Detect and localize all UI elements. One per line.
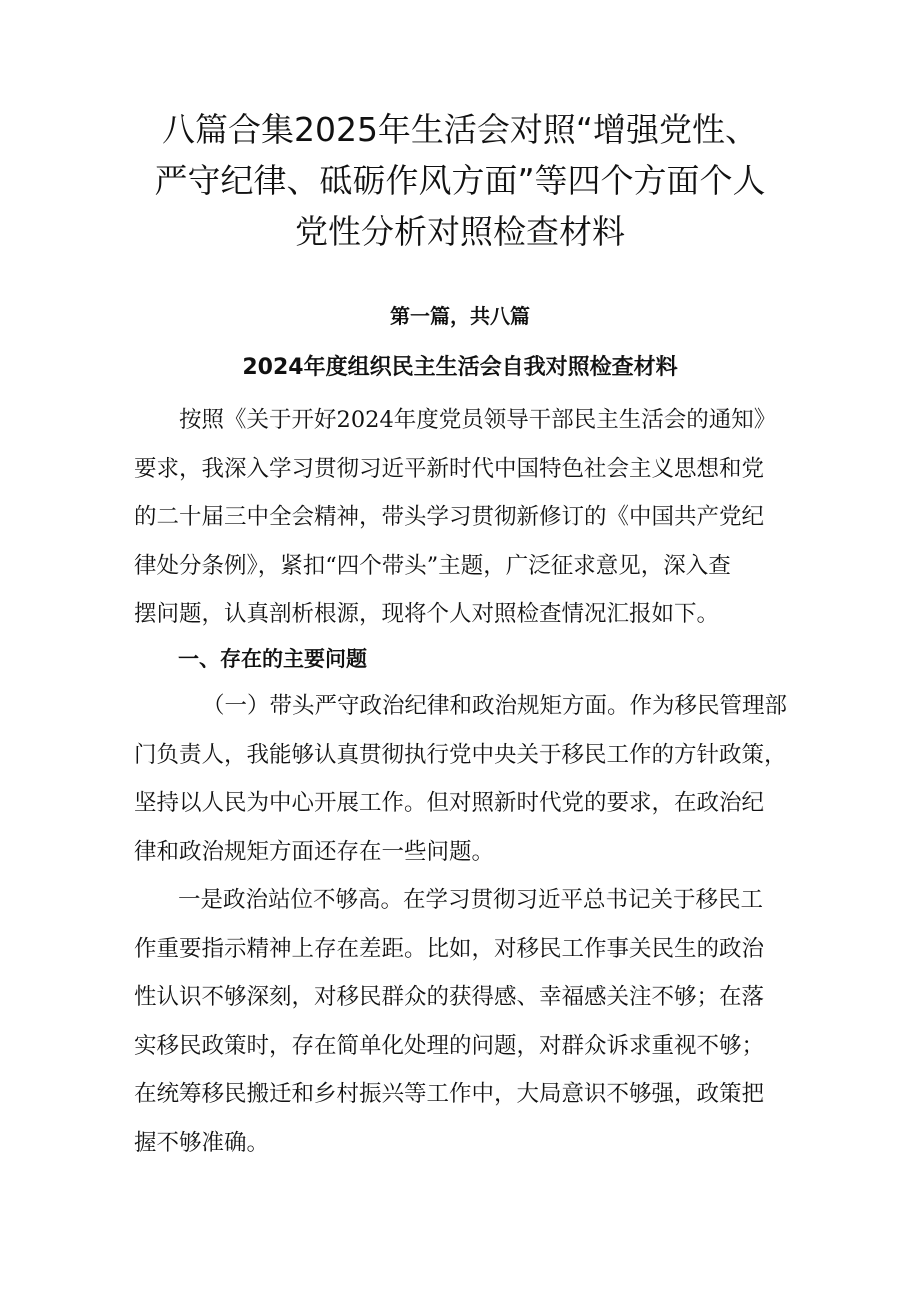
para1-line-2: 门负责人，我能够认真贯彻执行党中央关于移民工作的方针政策，	[134, 741, 787, 768]
intro-paragraph	[134, 396, 794, 639]
para1-line-4: 律和政治规矩方面还存在一些问题。	[134, 838, 495, 865]
title-line-3: 党性分析对照检查材料	[295, 212, 625, 251]
document-title	[130, 104, 790, 257]
title-line-2: 严守纪律、砥砺作风方面”等四个方面个人	[154, 161, 766, 200]
para1-line-3: 坚持以人民为中心开展工作。但对照新时代党的要求，在政治纪	[134, 790, 765, 816]
intro-line-5: 摆问题，认真剖析根源，现将个人对照检查情况汇报如下。	[134, 601, 720, 627]
intro-line-2: 要求，我深入学习贯彻习近平新时代中国特色社会主义思想和党	[134, 455, 765, 482]
para2-line-4: 实移民政策时，存在简单化处理的问题，对群众诉求重视不够；	[134, 1032, 765, 1059]
paragraph-1	[134, 682, 794, 876]
paragraph-2	[134, 876, 794, 1167]
section-heading: 一、存在的主要问题	[178, 647, 367, 671]
intro-line-3: 的二十届三中全会精神，带头学习贯彻新修订的《中国共产党纪	[134, 504, 765, 530]
para2-line-3: 性认识不够深刻，对移民群众的获得感、幸福感关注不够；在落	[134, 984, 765, 1010]
intro-line-4: 律处分条例》，紧扣“四个带头”主题，广泛征求意见，深入查	[134, 552, 731, 579]
document-subtitle: 2024年度组织民主生活会自我对照检查材料	[242, 355, 678, 380]
para1-line-1: （一）带头严守政治纪律和政治规矩方面。作为移民管理部	[202, 693, 788, 719]
para2-line-2: 作重要指示精神上存在差距。比如，对移民工作事关民生的政治	[134, 935, 765, 962]
para2-line-1: 一是政治站位不够高。在学习贯彻习近平总书记关于移民工	[178, 887, 764, 913]
title-line-1: 八篇合集2025年生活会对照“增强党性、	[161, 110, 759, 149]
para2-line-5: 在统筹移民搬迁和乡村振兴等工作中，大局意识不够强，政策把	[134, 1081, 765, 1107]
part-heading: 第一篇，共八篇	[390, 304, 530, 328]
para2-line-6: 握不够准确。	[134, 1129, 270, 1156]
intro-line-1: 按照《关于开好2024年度党员领导干部民主生活会的通知》	[179, 407, 777, 433]
